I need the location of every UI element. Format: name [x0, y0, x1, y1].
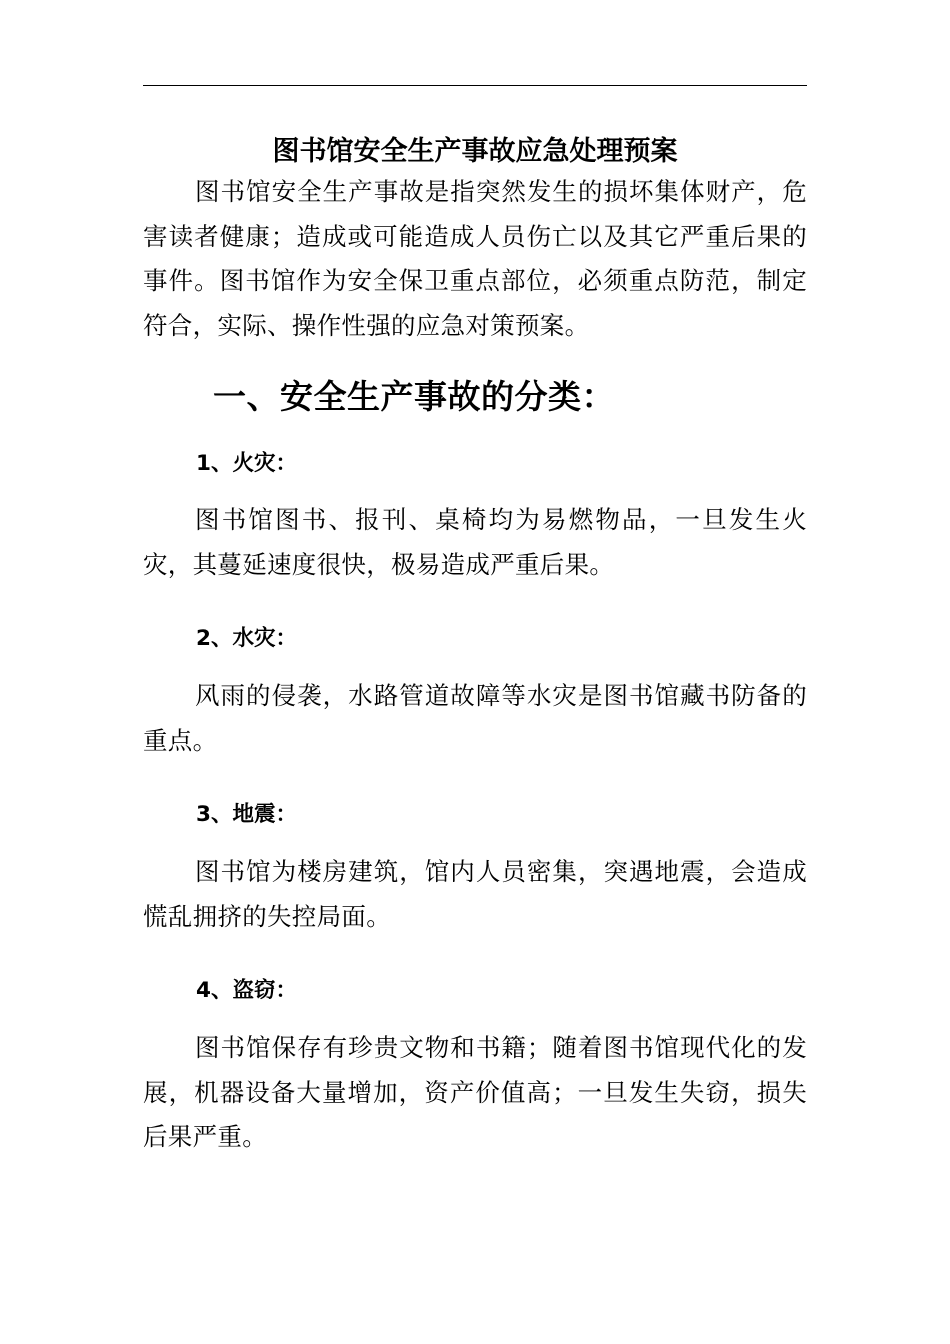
- subheading-flood: 2、水灾：: [196, 626, 297, 651]
- header-rule: [143, 85, 807, 86]
- section-heading-classification: 一、安全生产事故的分类：: [213, 377, 615, 416]
- paragraph-theft: 图书馆保存有珍贵文物和书籍；随着图书馆现代化的发展，机器设备大量增加，资产价值高；一旦发生失窃，损失后果严重。: [143, 1033, 807, 1151]
- document-title: 图书馆安全生产事故应急处理预案: [272, 136, 678, 167]
- intro-paragraph: 图书馆安全生产事故是指突然发生的损坏集体财产，危害读者健康；造成或可能造成人员伤亡以及其它严重后果的事件。图书馆作为安全保卫重点部位，必须重点防范，制定符合，实际、操作性强的应急对策预案。: [143, 177, 807, 340]
- paragraph-flood: 风雨的侵袭，水路管道故障等水灾是图书馆藏书防备的重点。: [143, 681, 807, 755]
- subheading-theft: 4、盗窃：: [196, 978, 297, 1003]
- subheading-earthquake: 3、地震：: [196, 802, 297, 827]
- paragraph-earthquake: 图书馆为楼房建筑，馆内人员密集，突遇地震，会造成慌乱拥挤的失控局面。: [143, 857, 807, 931]
- paragraph-fire: 图书馆图书、报刊、桌椅均为易燃物品，一旦发生火灾，其蔓延速度很快，极易造成严重后果。: [143, 505, 807, 579]
- subheading-fire: 1、火灾：: [196, 451, 297, 476]
